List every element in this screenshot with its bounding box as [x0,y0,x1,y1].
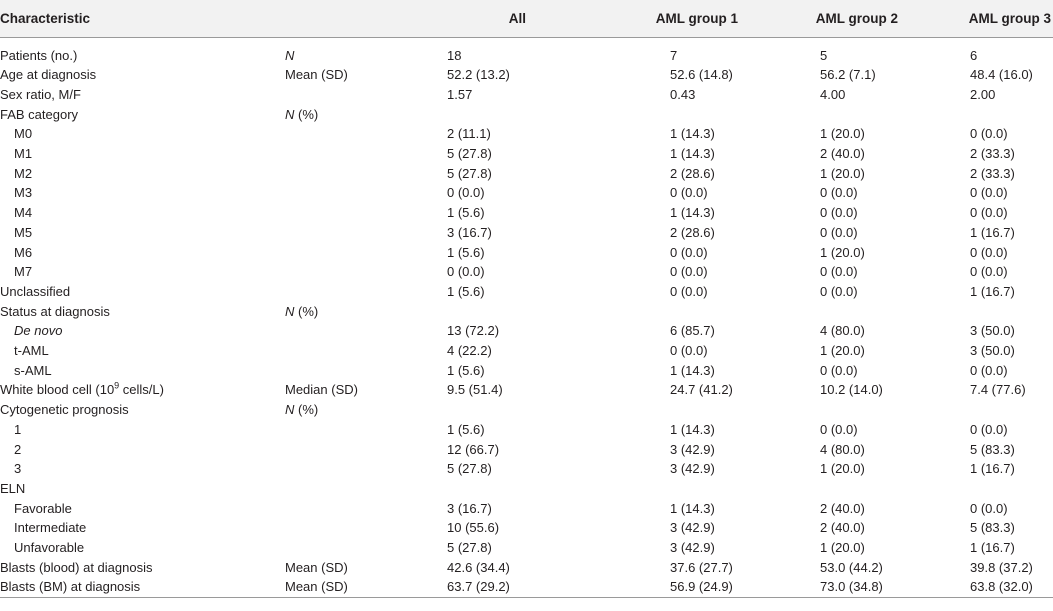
table-row [0,518,1053,538]
cell-characteristic [0,538,255,558]
cell-aml-group-3 [900,105,1053,125]
cell-measure [255,400,425,420]
table-row [0,203,1053,223]
measure-label: N [285,47,295,63]
cell-aml-group-2: 56.2 (7.1) [820,67,876,83]
cell-aml-group-2 [740,400,900,420]
cell-characteristic [0,558,255,578]
cell-characteristic [0,518,255,538]
cell-aml-group-1: 1 (14.3) [670,126,715,142]
cell-aml-group-3: 0 (0.0) [970,264,1008,280]
cell-all: 1 (5.6) [447,205,485,221]
cell-all: 63.7 (29.2) [425,577,578,597]
cell-aml-group-2: 0 (0.0) [820,283,858,299]
cell-aml-group-3 [900,302,1053,322]
characteristic-label: 1 [14,421,22,437]
cell-characteristic [0,37,255,65]
characteristic-label: s-AML [14,362,52,378]
cell-aml-group-1: 0 (0.0) [670,343,708,359]
cell-aml-group-1: 37.6 (27.7) [670,559,733,575]
cell-characteristic [0,183,255,203]
table-row [0,223,1053,243]
cell-aml-group-1: 1 (14.3) [670,500,715,516]
characteristic-label: M5 [14,224,33,240]
cell-all: 52.2 (13.2) [447,67,510,83]
cell-characteristic [0,302,255,322]
characteristic-label: M6 [14,244,33,260]
cell-aml-group-3: 3 (50.0) [970,323,1015,339]
cell-all: 5 (27.8) [447,540,492,556]
table-row [0,440,1053,460]
cell-measure [255,577,425,597]
cell-aml-group-2: 1 (20.0) [820,165,865,181]
cell-characteristic [0,124,255,144]
cell-aml-group-2 [740,105,900,125]
characteristic-label: Intermediate [14,520,87,536]
cell-all: 1 (5.6) [447,421,485,437]
characteristic-label: Status at diagnosis [0,303,110,319]
cell-measure [255,164,425,184]
table-header [0,0,1053,37]
cell-aml-group-1: 1 (14.3) [670,421,715,437]
cell-aml-group-2: 0 (0.0) [820,264,858,280]
label-suffix: cells/L) [119,382,164,398]
cell-measure [255,124,425,144]
cell-all: 5 (27.8) [447,146,492,162]
cell-measure [255,203,425,223]
cell-aml-group-1: 3 (42.9) [670,461,715,477]
cell-measure [255,65,425,85]
cell-aml-group-1: 3 (42.9) [670,441,715,457]
cell-all: 0 (0.0) [447,264,485,280]
cell-characteristic [0,479,255,499]
cell-aml-group-2 [740,302,900,322]
table-row [0,538,1053,558]
cell-aml-group-2: 1 (20.0) [820,244,865,260]
cell-all: 1 (5.6) [447,283,485,299]
cell-aml-group-1: 1 (14.3) [670,362,715,378]
characteristic-label: Favorable [14,500,72,516]
cell-characteristic [0,341,255,361]
cell-aml-group-1: 1 (14.3) [670,205,715,221]
cell-all: 5 (27.8) [447,461,492,477]
table-row [0,321,1053,341]
cell-aml-group-2: 4 (80.0) [820,441,865,457]
cell-aml-group-3: 63.8 (32.0) [900,577,1053,597]
characteristic-label: 2 [14,441,22,457]
cell-characteristic [0,420,255,440]
cell-characteristic [0,262,255,282]
cell-measure [255,105,425,125]
cell-aml-group-1: 3 (42.9) [670,540,715,556]
header-measure [255,0,425,37]
header-characteristic: Characteristic [0,0,255,37]
cell-aml-group-3 [900,479,1053,499]
cell-measure [255,440,425,460]
cell-aml-group-1: 6 (85.7) [670,323,715,339]
cell-measure [255,262,425,282]
cell-measure [255,321,425,341]
cell-measure [255,183,425,203]
table-row [0,262,1053,282]
cell-all: 18 [447,47,462,63]
cell-all: 3 (16.7) [447,500,492,516]
characteristic-label: White blood cell (10 [0,382,115,398]
cell-aml-group-3 [900,400,1053,420]
cell-aml-group-2: 4.00 [820,86,846,102]
cell-aml-group-3: 2 (33.3) [970,165,1015,181]
header-aml-group-1: AML group 1 [578,0,740,37]
table-row [0,124,1053,144]
table-row [0,302,1053,322]
cell-all [425,302,578,322]
cell-aml-group-1: 2 (28.6) [670,165,715,181]
header-aml-group-2: AML group 2 [740,0,900,37]
measure-label: N (%) [285,106,319,122]
cell-all: 10 (55.6) [447,520,500,536]
table-row [0,420,1053,440]
cell-characteristic [0,400,255,420]
measure-label: Mean (SD) [285,67,348,83]
cell-characteristic [0,577,255,597]
cell-measure [255,302,425,322]
header-all: All [425,0,578,37]
cell-aml-group-1 [578,479,740,499]
cell-all: 42.6 (34.4) [447,559,510,575]
characteristic-label: M0 [14,126,33,142]
cell-all [425,400,578,420]
characteristic-label: Cytogenetic prognosis [0,402,129,418]
cell-aml-group-2: 10.2 (14.0) [820,382,883,398]
header-aml-group-3: AML group 3 [900,0,1053,37]
characteristic-label: M2 [14,165,33,181]
table-row [0,341,1053,361]
cell-measure [255,479,425,499]
cell-aml-group-3: 0 (0.0) [970,185,1008,201]
cell-characteristic [0,65,255,85]
cell-characteristic [0,85,255,105]
table-row [0,243,1053,263]
cell-aml-group-3: 0 (0.0) [970,244,1008,260]
cell-aml-group-3: 0 (0.0) [970,205,1008,221]
characteristic-label: M3 [14,185,33,201]
characteristic-label: t-AML [14,343,49,359]
cell-aml-group-2: 1 (20.0) [820,540,865,556]
cell-characteristic [0,321,255,341]
cell-aml-group-3: 1 (16.7) [970,540,1015,556]
cell-aml-group-1: 2 (28.6) [670,224,715,240]
table-row [0,499,1053,519]
cell-characteristic [0,361,255,381]
cell-aml-group-2: 5 [820,47,828,63]
cell-aml-group-3: 0 (0.0) [970,126,1008,142]
table-row [0,37,1053,65]
cell-aml-group-1 [578,400,740,420]
cell-measure [255,420,425,440]
cell-aml-group-3: 39.8 (37.2) [970,559,1033,575]
characteristic-label: Sex ratio, M/F [0,86,81,102]
cell-characteristic [0,164,255,184]
cell-aml-group-1 [578,302,740,322]
cell-aml-group-3: 7.4 (77.6) [970,382,1026,398]
cell-aml-group-3: 5 (83.3) [970,520,1015,536]
characteristic-label: FAB category [0,106,79,122]
cell-characteristic [0,243,255,263]
characteristic-label: 3 [14,461,22,477]
cell-measure [255,558,425,578]
characteristic-label: Blasts (blood) at diagnosis [0,559,153,575]
cell-characteristic [0,459,255,479]
cell-aml-group-2: 0 (0.0) [820,421,858,437]
characteristic-label: Blasts (BM) at diagnosis [0,579,141,595]
cell-aml-group-1: 1 (14.3) [670,146,715,162]
table-row [0,479,1053,499]
table-row [0,65,1053,85]
cell-aml-group-2: 53.0 (44.2) [820,559,883,575]
cell-all: 0 (0.0) [447,185,485,201]
characteristic-label: ELN [0,480,26,496]
cell-all [425,105,578,125]
table-row [0,164,1053,184]
measure-label: Median (SD) [285,382,358,398]
cell-aml-group-1: 0 (0.0) [670,283,708,299]
cell-aml-group-3: 0 (0.0) [970,500,1008,516]
cell-aml-group-1: 0.43 [670,86,696,102]
measure-label: Mean (SD) [285,559,348,575]
cell-aml-group-1: 52.6 (14.8) [670,67,733,83]
cell-aml-group-2: 2 (40.0) [820,520,865,536]
table-row [0,105,1053,125]
characteristic-label: Unfavorable [14,540,85,556]
cell-characteristic [0,144,255,164]
table-body [0,37,1053,598]
table-row [0,144,1053,164]
cell-aml-group-1: 56.9 (24.9) [578,577,740,597]
cell-measure [255,223,425,243]
cell-all: 13 (72.2) [447,323,500,339]
cell-aml-group-2: 73.0 (34.8) [740,577,900,597]
table-row [0,558,1053,578]
cell-measure [255,380,425,400]
cell-aml-group-2: 0 (0.0) [820,205,858,221]
cell-aml-group-2: 1 (20.0) [820,343,865,359]
cell-aml-group-3: 5 (83.3) [970,441,1015,457]
cell-measure [255,282,425,302]
table-row [0,183,1053,203]
cell-characteristic [0,203,255,223]
cell-aml-group-1: 24.7 (41.2) [670,382,733,398]
cell-measure [255,85,425,105]
cell-aml-group-2 [740,479,900,499]
characteristic-label: M4 [14,205,33,221]
cell-aml-group-3: 0 (0.0) [970,421,1008,437]
cell-characteristic [0,223,255,243]
cell-characteristic [0,499,255,519]
characteristic-label: M7 [14,264,33,280]
cell-measure [255,243,425,263]
cell-characteristic [0,440,255,460]
cell-aml-group-2: 0 (0.0) [820,224,858,240]
cell-all: 1.57 [447,86,473,102]
cell-aml-group-2: 1 (20.0) [820,461,865,477]
cell-all: 5 (27.8) [447,165,492,181]
cell-measure [255,37,425,65]
table-row [0,361,1053,381]
measure-label: N (%) [285,303,319,319]
cell-aml-group-3: 1 (16.7) [970,461,1015,477]
cell-aml-group-1: 0 (0.0) [670,264,708,280]
cell-all: 9.5 (51.4) [447,382,503,398]
characteristic-label: M1 [14,146,33,162]
cell-aml-group-2: 1 (20.0) [820,126,865,142]
cell-aml-group-3: 6 [970,47,978,63]
cell-characteristic [0,282,255,302]
cell-aml-group-2: 4 (80.0) [820,323,865,339]
header-row [0,0,1053,37]
measure-label: N (%) [285,402,319,418]
table-row [0,400,1053,420]
measure-label: Mean (SD) [285,579,348,595]
table-row [0,282,1053,302]
cell-all: 4 (22.2) [447,343,492,359]
cell-characteristic [0,380,255,400]
cell-measure [255,341,425,361]
cell-aml-group-3: 1 (16.7) [970,283,1015,299]
cell-measure [255,361,425,381]
cell-aml-group-1: 0 (0.0) [670,185,708,201]
table-row [0,380,1053,400]
characteristic-label: De novo [14,323,63,339]
cell-measure [255,538,425,558]
table-row [0,577,1053,597]
cell-all: 1 (5.6) [447,362,485,378]
cell-aml-group-3: 48.4 (16.0) [970,67,1033,83]
cell-aml-group-2: 2 (40.0) [820,500,865,516]
table-row [0,459,1053,479]
cell-measure [255,144,425,164]
cell-aml-group-3: 2 (33.3) [970,146,1015,162]
cell-aml-group-2: 0 (0.0) [820,185,858,201]
cell-aml-group-1: 3 (42.9) [670,520,715,536]
cell-aml-group-2: 0 (0.0) [820,362,858,378]
cell-measure [255,459,425,479]
cell-aml-group-1: 7 [670,47,678,63]
cell-all: 3 (16.7) [447,224,492,240]
cell-aml-group-3: 2.00 [970,86,996,102]
cell-all [425,479,578,499]
characteristic-label: Patients (no.) [0,47,78,63]
cell-measure [255,518,425,538]
cell-aml-group-3: 1 (16.7) [970,224,1015,240]
cell-aml-group-3: 0 (0.0) [970,362,1008,378]
cell-aml-group-3: 3 (50.0) [970,343,1015,359]
cell-measure [255,499,425,519]
cell-aml-group-1: 0 (0.0) [670,244,708,260]
cell-characteristic [0,105,255,125]
label-superscript: 9 [114,381,120,392]
cell-all: 1 (5.6) [447,244,485,260]
cell-all: 12 (66.7) [447,441,500,457]
cell-all: 2 (11.1) [447,126,491,142]
characteristic-label: Age at diagnosis [0,67,97,83]
cell-aml-group-2: 2 (40.0) [820,146,865,162]
table-row [0,85,1053,105]
characteristic-label: Unclassified [0,283,71,299]
cell-aml-group-1 [578,105,740,125]
